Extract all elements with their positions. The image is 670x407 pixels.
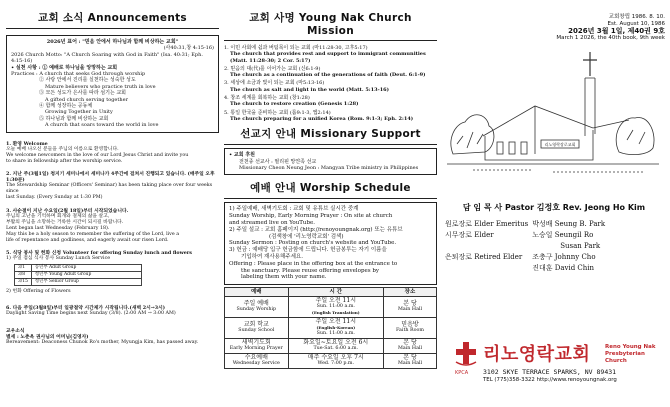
announcement-heading: 1. 환영 Welcome xyxy=(6,140,48,147)
table-row xyxy=(15,265,142,272)
bulletin-header xyxy=(443,14,665,42)
logo-en xyxy=(605,344,663,365)
mission-ko: 3. 세상에 소금과 빛이 되는 교회 (마5:13-16) xyxy=(224,80,325,87)
motto-ko: 2026년 표어 : "믿음 안에서 하나님과 함께 비상하는 교회" xyxy=(46,39,179,45)
motto-ref: (사40:31,창 4:15-16) xyxy=(163,45,214,52)
service-time xyxy=(288,318,383,339)
condolence xyxy=(6,328,219,346)
table-row xyxy=(225,339,437,354)
place-en: Main Hall xyxy=(397,361,423,367)
contact: TEL (775)358-3322 http://www.renoyoungnak.org xyxy=(483,377,617,383)
mission-column xyxy=(224,0,437,407)
mission-en: The church as a continuation of the generations of faith (Deut. 6:1-9) xyxy=(230,72,426,79)
worship-note: 기입하여 재사용해주세요. xyxy=(241,254,303,261)
table-row xyxy=(445,230,609,241)
place-ko: 믿음방 xyxy=(401,321,419,329)
practice-3-en: A gifted church serving together xyxy=(45,96,128,103)
missionary-title: 선교지 안내 Missionary Support xyxy=(240,128,421,141)
time-en: Sun. 11:00 a.m. xyxy=(316,304,355,310)
time-en: Wed. 7:00 p.m. xyxy=(317,361,355,367)
staff-name: 노승일 Seungil Ro xyxy=(532,231,594,239)
staff-role: 시무장로 Elder xyxy=(445,231,494,239)
practice-2: ② 사랑 안에서 진리를 실천하는 성숙한 성도 xyxy=(39,77,136,84)
mission-ko: 4. 창조 세계를 회복하는 교회 (창1:28) xyxy=(224,95,310,102)
table-row xyxy=(445,263,609,274)
missionary-line: • 교회 후원 xyxy=(229,152,255,159)
lunch-date: 3/1 xyxy=(15,265,32,272)
announcement-text: May this be a holy season to remember the suffering of the Lord, live a xyxy=(6,231,180,237)
mission-en: The church as salt and light in the world (Matt. 5:13-16) xyxy=(230,86,390,93)
table-row xyxy=(225,318,437,339)
mission-item xyxy=(224,45,437,64)
time-note: (English Translation) xyxy=(311,310,360,316)
service-name xyxy=(225,354,289,369)
pastor-line: 담 임 목 사 Pastor 김정호 Rev. Jeong Ho Kim xyxy=(462,203,646,212)
place-en: Faith Room xyxy=(396,328,424,334)
practice-3: ③ 모든 성도가 은사를 따라 섬기는 교회 xyxy=(39,90,126,97)
mission-title: 교회 사명 Young Nak Church Mission xyxy=(249,12,412,37)
time-en: Sun. 11:00 a.m. xyxy=(316,331,355,337)
announcement-heading: 3. 사순절이 지난 수요일(2월 18일)부터 시작되었습니다. xyxy=(6,207,129,214)
service-en: Sunday School xyxy=(238,328,275,334)
condolence-text-en: Bereavement: Deaconess Chunok Ro's mother, Myungja Kim, has passed away. xyxy=(6,339,199,345)
service-name xyxy=(225,339,289,354)
cover-column xyxy=(443,0,665,407)
flower-offering: 2) 헌화 Offering of Flowers xyxy=(6,289,71,295)
announcement-6 xyxy=(6,305,219,317)
announcements-title: 교회 소식 Announcements xyxy=(38,12,187,24)
service-ko: 교회 학교 xyxy=(243,321,269,329)
founded-ko: 교회창립 1986. 8. 10. xyxy=(608,14,665,20)
issue-en: March 1 2026, the 40th book, 9th week xyxy=(556,35,665,41)
church-logo-block xyxy=(453,340,663,404)
practice-5: ⑤ 하나님과 함께 비상하는 교회 xyxy=(39,115,109,122)
lunch-group: 동년부 Adult Group xyxy=(31,265,141,272)
staff-role: 원로장로 Elder Emeritus xyxy=(445,220,529,228)
service-place xyxy=(383,339,436,354)
service-ko: 주일 예배 xyxy=(243,300,269,308)
worship-note: Offering : Please place in the offering box at the entrance to xyxy=(229,260,398,267)
announcement-5 xyxy=(6,250,219,262)
mission-item xyxy=(224,95,437,108)
worship-note: 3) 헌금 : 예배당 입구 헌금함에 드립니다. 헌금봉투는 자기 이름을 xyxy=(229,247,387,254)
announcement-heading: 2. 지난 주(3월1일) 청지기 세미나에서 세미나가 4주간에 걸쳐서 진행되고 있습니다. (매주일 오후 1:30분) xyxy=(6,171,215,184)
mission-list xyxy=(224,45,437,122)
cross-logo-icon xyxy=(453,340,479,370)
missionary-line: Missionary Cheon Neung Jeon : Mangyan Tribe ministry in Philippines xyxy=(239,165,419,172)
worship-note: Sunday Sermon : Posting on church's website and YouTube. xyxy=(229,240,397,247)
col-header: 시 간 xyxy=(288,288,383,297)
table-row xyxy=(225,354,437,369)
table-row xyxy=(445,241,609,252)
motto-box xyxy=(6,35,219,133)
worship-note: labeling them with your name. xyxy=(241,274,327,281)
service-en: Sunday Worship xyxy=(236,307,277,313)
worship-note: 1) 주일예배, 새벽기도회 : 교회 및 유튜브 실시간 중계 xyxy=(229,206,359,213)
service-time xyxy=(288,297,383,318)
table-row xyxy=(445,219,609,230)
announcement-text: 오늘 예배 나오신 분들을 주님의 이름으로 환영합니다. xyxy=(6,146,119,152)
service-en: Wednesday Service xyxy=(232,361,280,367)
service-name xyxy=(225,318,289,339)
announcement-text: 부활의 주님을 소망하는 거룩한 시간이 되시길 바랍니다. xyxy=(6,219,124,225)
worship-table xyxy=(224,287,437,369)
staff-name: 진대훈 David Chin xyxy=(532,264,595,272)
condolence-text: 별세 : 노춘옥 권사님의 어머님(김영자) xyxy=(6,333,89,340)
condolence-heading: 교우소식 xyxy=(6,327,25,334)
service-ko: 수요예배 xyxy=(244,354,268,362)
announcement-text: life of repentance and godliness, and eagerly await our risen Lord. xyxy=(6,238,169,243)
logo-en-line: Presbyterian Church xyxy=(605,351,645,364)
announcement-text: Daylight Saving Time begins next Sunday (3/8). (2:00 AM → 3:00 AM) xyxy=(6,311,176,317)
mission-item xyxy=(224,66,437,79)
church-illustration xyxy=(443,44,665,192)
time-ko: 주일 오전 11시 xyxy=(315,297,356,305)
time-ko: 화요일~토요일 오전 6시 xyxy=(303,339,369,347)
service-place xyxy=(383,297,436,318)
mission-ko: 5. 통일 한국을 준비하는 교회 (롬9:1-3, 엡2:14) xyxy=(224,109,331,116)
mission-item xyxy=(224,110,437,123)
divider xyxy=(6,28,219,29)
worship-note: 2) 주일 설교 : 교회 홈페이지 (http://renoyoungnak.org) 또는 유튜브 xyxy=(229,226,403,233)
staff-role xyxy=(445,241,532,252)
service-place xyxy=(383,354,436,369)
service-name xyxy=(225,297,289,318)
kpca-label: KPCA xyxy=(455,370,469,376)
time-note: (English-Korean) xyxy=(316,325,356,331)
lunch-group: 청년부 Young Adult Group xyxy=(31,272,141,279)
service-ko: 새벽기도회 xyxy=(241,339,271,347)
mission-en: The church preparing for a unified Korea (Rom. 9:1-3; Eph. 2:14) xyxy=(230,115,414,122)
service-place xyxy=(383,318,436,339)
lunch-group: 청년부 Senior Group xyxy=(31,279,141,286)
announcement-text: Lent began last Wednesday (February 18). xyxy=(6,225,110,231)
place-ko: 본 당 xyxy=(403,300,417,308)
founded-en: Est. August 10, 1986 xyxy=(607,21,665,27)
place-ko: 본 당 xyxy=(403,354,417,362)
worship-note: the sanctuary. Please reuse offering envelopes by xyxy=(241,267,379,274)
announcement-2 xyxy=(6,171,219,201)
mission-en: The church to restore creation (Genesis 1:28) xyxy=(230,101,359,108)
missionary-line: 전천종 선교사 : 필리핀 망얀족 선교 xyxy=(239,158,317,165)
announcement-text: 1) 주일 점심 식사 봉사 Sunday Lunch Service xyxy=(6,256,111,262)
announcement-text: to share in fellowship after the worship service. xyxy=(6,158,123,164)
announcement-heading: 6. 다음 주일(3월8일)부터 일광절약 시간제가 시작됩니다.(새벽 2시→3시) xyxy=(6,305,165,312)
worship-note: and streamed live on YouTube. xyxy=(229,220,315,227)
practice-1-en: Practices : A church that seeks God through worship xyxy=(11,71,146,78)
announcement-text: 주님의 고난을 기억하며 회개와 절제의 삶을 살고, xyxy=(6,213,110,219)
mission-en: The church that provides rest and support to immigrant communities (Matt. 11:28-30; 2 Cor. 5:17) xyxy=(230,51,426,64)
worship-title: 예배 안내 Worship Schedule xyxy=(250,182,411,195)
time-ko: 주일 오전 11시 xyxy=(315,318,356,326)
practice-5-en: A church that soars toward the world in love xyxy=(45,122,159,129)
practice-4: ④ 함께 성장하는 공동체 xyxy=(39,103,93,110)
mission-ko: 1. 이민 사회에 쉼과 버팀목이 되는 교회 (마11:28-30, 고후5:17) xyxy=(224,45,368,51)
lunch-table xyxy=(14,264,142,286)
worship-notes xyxy=(224,202,437,285)
divider xyxy=(224,144,437,145)
table-row xyxy=(445,252,609,263)
practice-4-en: Growing Together in Unity xyxy=(45,109,113,116)
service-en: Early Morning Prayer xyxy=(229,346,283,352)
service-time xyxy=(288,354,383,369)
table-header-row xyxy=(225,288,437,297)
staff-role xyxy=(445,263,532,274)
logo-ko: 리노영락교회 xyxy=(483,344,591,365)
table-row xyxy=(15,279,142,286)
announcement-text: The Stewardship Seminar (Officers' Seminar) has been taking place over four weeks since xyxy=(6,183,213,195)
address: 3102 SKYE TERRACE SPARKS, NV 89431 xyxy=(483,368,617,376)
announcements-column xyxy=(6,0,219,407)
col-header: 장소 xyxy=(383,288,436,297)
announcement-1 xyxy=(6,141,219,165)
issue-ko: 2026년 3월 1일, 제40권 9호 xyxy=(568,27,665,35)
col-header: 예배 xyxy=(225,288,289,297)
place-en: Main Hall xyxy=(397,307,423,313)
announcement-text: We welcome newcomers in the love of our Lord Jesus Christ and invite you xyxy=(6,152,189,158)
mission-ko: 2. 믿음의 대(代)를 이어가는 교회 (신6:1-9) xyxy=(224,65,321,72)
table-row xyxy=(15,272,142,279)
logo-en-line: Reno Young Nak xyxy=(605,344,656,350)
place-en: Main Hall xyxy=(397,346,423,352)
place-ko: 본 당 xyxy=(403,339,417,347)
staff-name: Susan Park xyxy=(560,242,601,250)
table-row xyxy=(225,297,437,318)
mission-item xyxy=(224,80,437,93)
staff-name: 박성배 Seung B. Park xyxy=(532,220,606,228)
staff-role: 은퇴장로 Retired Elder xyxy=(445,253,523,261)
lunch-date: 3/8 xyxy=(15,272,32,279)
practice-1: • 실천 사항 : ① 예배로 하나님을 앙망하는 교회 xyxy=(11,64,118,71)
announcement-text: last Sunday. (Every Sunday at 1:30 PM) xyxy=(6,195,103,201)
missionary-box xyxy=(224,148,437,175)
time-ko: 매주 수요일 오후 7시 xyxy=(307,354,364,362)
divider xyxy=(224,40,437,41)
announcement-heading: 5. 식당 봉사 및 헌화 신청 Volunteer for offering Sunday lunch and flowers xyxy=(6,250,192,257)
motto-en: 2026 Church Motto: "A Church Soaring with God in Faith" (Isa. 40:31; Eph. 4:15-16) xyxy=(11,51,203,65)
practice-2-en: Mature believers who practice truth in love xyxy=(45,83,156,90)
worship-note: (검색창에 '리노영락교회' 검색) xyxy=(269,233,344,240)
church-sign: 리노영락장로교회 xyxy=(544,142,576,147)
staff-table xyxy=(445,219,609,274)
lunch-date: 3/15 xyxy=(15,279,32,286)
time-en: Tue-Sat. 6:00 a.m. xyxy=(313,346,359,352)
worship-note: Sunday Worship, Early Morning Prayer : On site at church xyxy=(229,213,393,220)
staff-name: 조충구 Johnny Cho xyxy=(532,253,596,261)
service-time xyxy=(288,339,383,354)
divider xyxy=(224,198,437,199)
announcement-3 xyxy=(6,208,219,245)
